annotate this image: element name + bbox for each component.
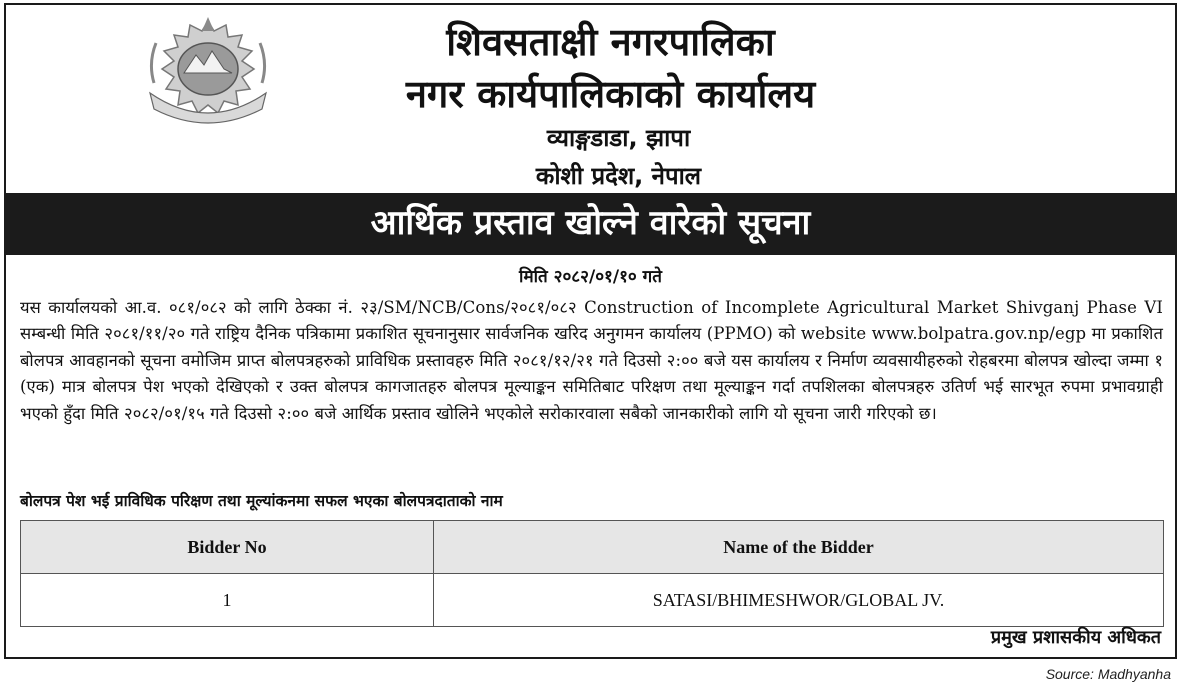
office-location: व्याङ्गडाडा, झापा — [546, 124, 691, 152]
bidder-name-header: Name of the Bidder — [434, 521, 1164, 574]
notice-document — [4, 3, 1177, 659]
source-credit: Source: Madhyanha — [1045, 666, 1171, 682]
signatory-title: प्रमुख प्रशासकीय अधिकत — [990, 627, 1161, 648]
bidder-no-header: Bidder No — [21, 521, 434, 574]
bidder-name-cell: SATASI/BHIMESHWOR/GLOBAL JV. — [434, 574, 1164, 627]
table-header-row — [21, 521, 1164, 574]
bidder-table — [20, 520, 1164, 627]
municipality-name: शिवसताक्षी नगरपालिका — [446, 20, 775, 64]
bidder-no-cell: 1 — [21, 574, 434, 627]
notice-title-banner: आर्थिक प्रस्ताव खोल्ने वारेको सूचना — [4, 193, 1177, 255]
notice-date: मिति २०८२/०१/१० गते — [519, 267, 662, 287]
notice-body-paragraph: यस कार्यालयको आ.व. ०८१/०८२ को लागि ठेक्का नं. २३/SM/NCB/Cons/२०८१/०८२ Construction of Incomplete Agricultural Market Shivganj Phase VI सम्बन्धी मिति २०८१/११/२० गते राष्ट्रिय दैनिक पत्रिकामा प्रकाशित सूचनानुसार सार्वजनिक खरिद अनुगमन कार्यालय (PPMO) को website www.bolpatra.gov.np/egp मा प्रकाशित बोलपत्र आवहानको सूचना वमोजिम प्राप्त बोलपत्रहरुको प्राविधिक प्रस्तावहरु मिति २०८१/१२/२१ गते दिउसो २:०० बजे यस कार्यालय र निर्माण व्यवसायीहरुको रोहबरमा बोलपत्र खोल्दा जम्मा १ (एक) मात्र बोलपत्र पेश भएको देखिएको र उक्त बोलपत्र कागजातहरु बोलपत्र मूल्याङ्कन समितिबाट परिक्षण तथा मूल्याङ्कन गर्दा तपशिलका बोलपत्रहरु उतिर्ण भई सारभूत रुपमा प्रभावग्राही भएको हुँदा मिति २०८२/०१/१५ गते दिउसो २:०० बजे आर्थिक प्रस्ताव खोलिने भएकोले सरोकारवाला सबैको जानकारीको लागि यो सूचना जारी गरिएको छ। — [20, 298, 1163, 423]
office-name: नगर कार्यपालिकाको कार्यालय — [405, 72, 816, 116]
province-country: कोशी प्रदेश, नेपाल — [535, 162, 702, 190]
bidder-list-heading: बोलपत्र पेश भई प्राविधिक परिक्षण तथा मूल्यांकनमा सफल भएका बोलपत्रदाताको नाम — [20, 492, 503, 510]
table-row — [21, 574, 1164, 627]
